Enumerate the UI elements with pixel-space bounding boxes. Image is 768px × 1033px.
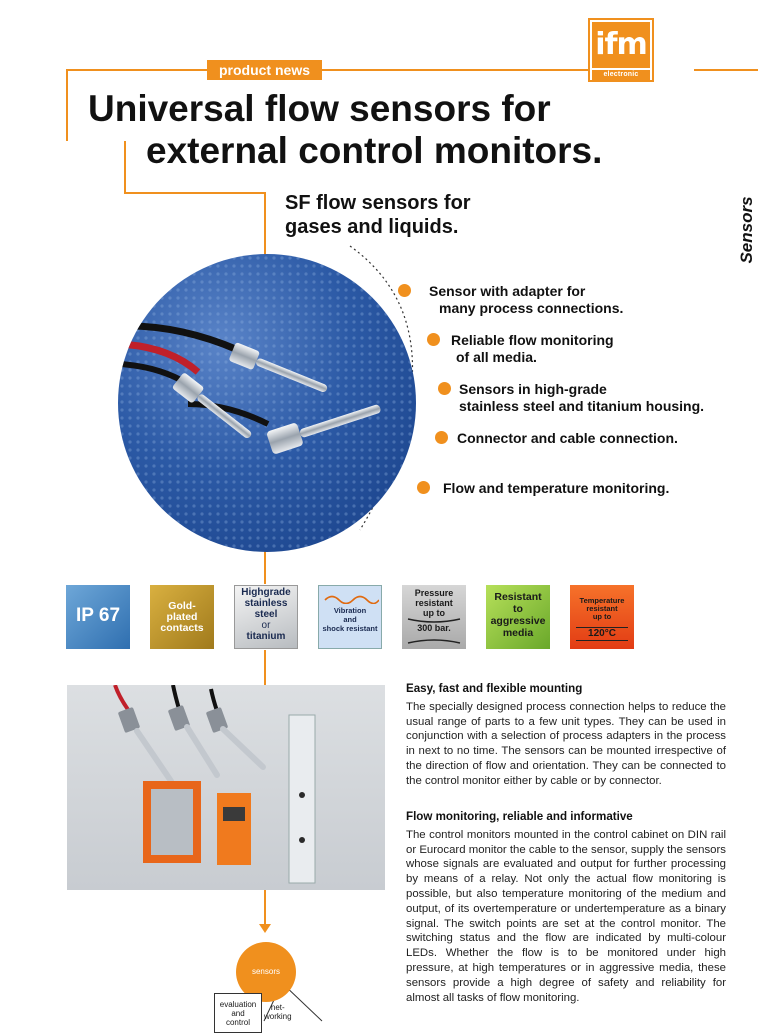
diagram-sensors-circle: sensors — [236, 942, 296, 1002]
feature-2-line-1: Reliable flow monitoring — [451, 332, 614, 348]
diagram-box-line-2: and — [231, 1009, 245, 1018]
frame-line-top-left — [66, 69, 208, 71]
tile-pressure-line-4: 300 bar. — [417, 623, 451, 633]
section-monitoring-heading: Flow monitoring, reliable and informative — [406, 810, 633, 823]
tile-pressure-line-3: up to — [423, 608, 445, 618]
product-news-badge: product news — [207, 60, 322, 80]
diagram-networking-label — [264, 1003, 292, 1021]
tile-gold-line-2: plated — [166, 611, 198, 623]
feature-1 — [429, 283, 623, 317]
subtitle-line-1: SF flow sensors for — [285, 192, 471, 214]
arrow-down-icon — [259, 924, 271, 933]
diagram-net-line-1: net- — [270, 1003, 285, 1012]
tile-pressure — [402, 585, 466, 649]
frame-line-arrow — [264, 890, 266, 928]
feature-bullet-5 — [417, 481, 430, 494]
tile-gold-line-1: Gold- — [168, 600, 196, 612]
vibration-wave-icon — [323, 592, 379, 604]
feature-bullet-4 — [435, 431, 448, 444]
frame-line-left — [66, 69, 68, 141]
feature-bullet-1 — [398, 284, 411, 297]
title-line-2: external control monitors. — [146, 130, 603, 171]
frame-line-top-far — [694, 69, 758, 71]
tile-aggressive-line-2: to — [513, 603, 523, 615]
tile-steel-line-3: steel — [254, 609, 278, 620]
tile-temperature — [570, 585, 634, 649]
tile-pressure-line-1: Pressure — [414, 588, 454, 598]
feature-5: Flow and temperature monitoring. — [443, 480, 670, 496]
feature-1-line-1: Sensor with adapter for — [429, 283, 586, 299]
section-mounting-body: The specially designed process connection helps to reduce the usual range of parts to a few unit types. They can be used in conjunction with a selection of process adapters in the process in next to no time. The sensors can be mounted irrespective of the direction of flow and orientation. They can be connected to the control monitor either by cable or by connector. — [406, 700, 726, 787]
logo-letters: ifm — [592, 22, 650, 68]
section-mounting-heading: Easy, fast and flexible mounting — [406, 682, 583, 695]
feature-bullet-2 — [427, 333, 440, 346]
tile-ip67-label: IP 67 — [75, 605, 121, 626]
frame-line-mid — [124, 192, 266, 194]
diagram-box-line-1: evaluation — [219, 1000, 257, 1009]
tile-steel-line-1: Highgrade — [241, 587, 291, 598]
tile-vibration — [318, 585, 382, 649]
tile-steel-line-2: stainless — [244, 598, 288, 609]
ifm-logo — [588, 18, 654, 82]
feature-4: Connector and cable connection. — [457, 430, 678, 446]
sensor-illustration — [118, 254, 416, 552]
sensor-photo — [118, 254, 416, 552]
tile-temperature-line-2: resistant — [586, 604, 618, 613]
tile-vibration-line-1: Vibration — [333, 606, 367, 615]
tile-stainless-steel — [234, 585, 298, 649]
subtitle-line-2: gases and liquids. — [285, 216, 459, 238]
section-mounting — [406, 682, 726, 789]
tile-steel-line-5: titanium — [246, 631, 286, 642]
control-monitors-photo — [67, 685, 385, 890]
tile-vibration-line-2: and — [343, 615, 357, 624]
tile-aggressive-media — [486, 585, 550, 649]
control-monitors-illustration — [67, 685, 385, 890]
feature-3 — [459, 381, 704, 415]
feature-3-line-2: stainless steel and titanium housing. — [459, 398, 705, 414]
diagram-evaluation-box — [214, 993, 262, 1033]
frame-line-top-right — [322, 69, 588, 71]
tile-aggressive-line-3: aggressive — [490, 615, 546, 627]
tile-aggressive-line-4: media — [502, 627, 534, 639]
feature-1-line-2: many process connections. — [439, 300, 624, 316]
tile-gold-line-3: contacts — [160, 622, 204, 634]
tile-ip67 — [66, 585, 130, 649]
tile-temperature-line-4: 120°C — [576, 627, 628, 641]
page-title — [88, 88, 688, 172]
tile-gold-contacts — [150, 585, 214, 649]
logo-subtitle: electronic — [592, 70, 650, 80]
tile-temperature-line-3: up to — [592, 612, 612, 621]
section-monitoring-body: The control monitors mounted in the control cabinet on DIN rail or Eurocard monitor the cable to the sensor, supply the sensors whose signals are evaluated and output for further processing by means of a relay. Not only the actual flow monitoring is possible, but also temperature monitoring of the medium and output, of its overtemperature or undertemperature as a binary signal. The switch points are set at the control monitor. The switching status and the flow are indicated by multi-colour LEDs. Whether the flow is to be monitored under high pressure, at high temperatures or in aggressive media, these sensors provide a high degree of safety and reliability for almost all tasks of flow monitoring. — [406, 828, 726, 1004]
frame-line-tiles-bottom — [264, 650, 266, 686]
feature-bullet-3 — [438, 382, 451, 395]
side-label — [735, 192, 759, 272]
side-label-text: Sensors — [737, 196, 756, 264]
feature-2 — [451, 332, 614, 366]
feature-2-line-2: of all media. — [456, 349, 537, 365]
tile-aggressive-line-1: Resistant — [494, 591, 542, 603]
tile-vibration-line-3: shock resistant — [322, 624, 378, 633]
tile-temperature-line-1: Temperature — [579, 596, 625, 605]
section-monitoring — [406, 810, 726, 1005]
feature-3-line-1: Sensors in high-grade — [459, 381, 607, 397]
pressure-lines-icon — [406, 617, 462, 647]
diagram-box-line-3: control — [225, 1018, 250, 1027]
frame-line-circle-bottom — [264, 548, 266, 584]
frame-line-down — [264, 192, 266, 260]
tile-steel-line-4: or — [261, 620, 271, 631]
diagram-net-line-2: working — [264, 1012, 292, 1021]
tile-pressure-line-2: resistant — [415, 598, 453, 608]
title-line-1: Universal flow sensors for — [88, 88, 551, 129]
subtitle — [285, 191, 471, 239]
